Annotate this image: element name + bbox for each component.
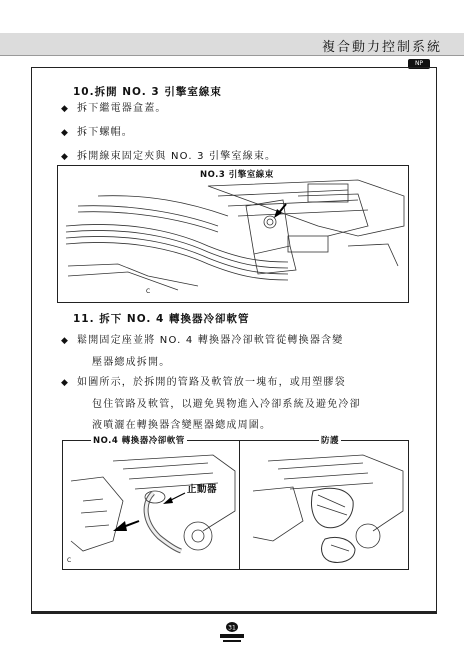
step-10-bullet-1 xyxy=(61,99,167,119)
step-10-bullet-2 xyxy=(61,123,133,143)
step-11-bullet-1-cont: 壓器總成拆開。 xyxy=(92,357,171,368)
figure-harness xyxy=(57,165,409,303)
figure-right-caption: 防護 xyxy=(321,436,340,446)
frame-bottom-rule xyxy=(31,611,437,614)
step-10-bullet-3 xyxy=(61,147,276,167)
step-11-bullet-2-cont-2: 液噴灑在轉換器含變壓器總成周圍。 xyxy=(92,420,272,431)
bullet-text: 如圖所示，於拆開的管路及軟管放一塊布，或用塑膠袋 xyxy=(77,377,346,388)
stopper-callout: 止動器 xyxy=(187,484,218,495)
bullet-text: 拆下螺帽。 xyxy=(77,127,133,138)
step-11-bullet-2-cont-1: 包住管路及軟管，以避免異物進入冷卻系統及避免冷卻 xyxy=(92,399,361,410)
bullet-text: 鬆開固定座並將 NO. 4 轉換器冷卻軟管從轉換器含變 xyxy=(77,335,344,346)
bullet-icon: ◆ xyxy=(61,104,70,114)
emblem-logo xyxy=(213,618,251,648)
step-11-bullet-1 xyxy=(61,331,343,351)
bullet-text: 拆開線束固定夾與 NO. 3 引擎室線束。 xyxy=(77,151,277,162)
bullet-icon: ◆ xyxy=(61,128,70,138)
page-number: 31 xyxy=(228,624,236,632)
header-bar xyxy=(0,33,464,56)
page-tag: NP xyxy=(408,59,430,69)
section-title: 複合動力控制系統 xyxy=(321,40,442,55)
figure-hose xyxy=(62,436,409,570)
figure-left-caption: NO.4 轉換器冷卻軟管 xyxy=(93,436,185,446)
hose-illustration xyxy=(63,441,408,569)
harness-illustration xyxy=(58,166,408,302)
bullet-icon: ◆ xyxy=(61,378,70,388)
panel-divider xyxy=(239,441,240,569)
bullet-icon: ◆ xyxy=(61,152,70,162)
logo-icon xyxy=(213,618,251,648)
bullet-text: 拆下繼電器盒蓋。 xyxy=(77,103,167,114)
bullet-icon: ◆ xyxy=(61,336,70,346)
figure-corner-label: C xyxy=(67,557,72,564)
step-10-title: 10.拆開 NO. 3 引擎室線束 xyxy=(73,86,222,98)
figure-corner-label: C xyxy=(146,288,151,295)
step-11-title: 11. 拆下 NO. 4 轉換器冷卻軟管 xyxy=(73,313,250,325)
step-11-bullet-2 xyxy=(61,373,346,393)
figure-caption: NO.3 引擎室線束 xyxy=(200,170,274,180)
